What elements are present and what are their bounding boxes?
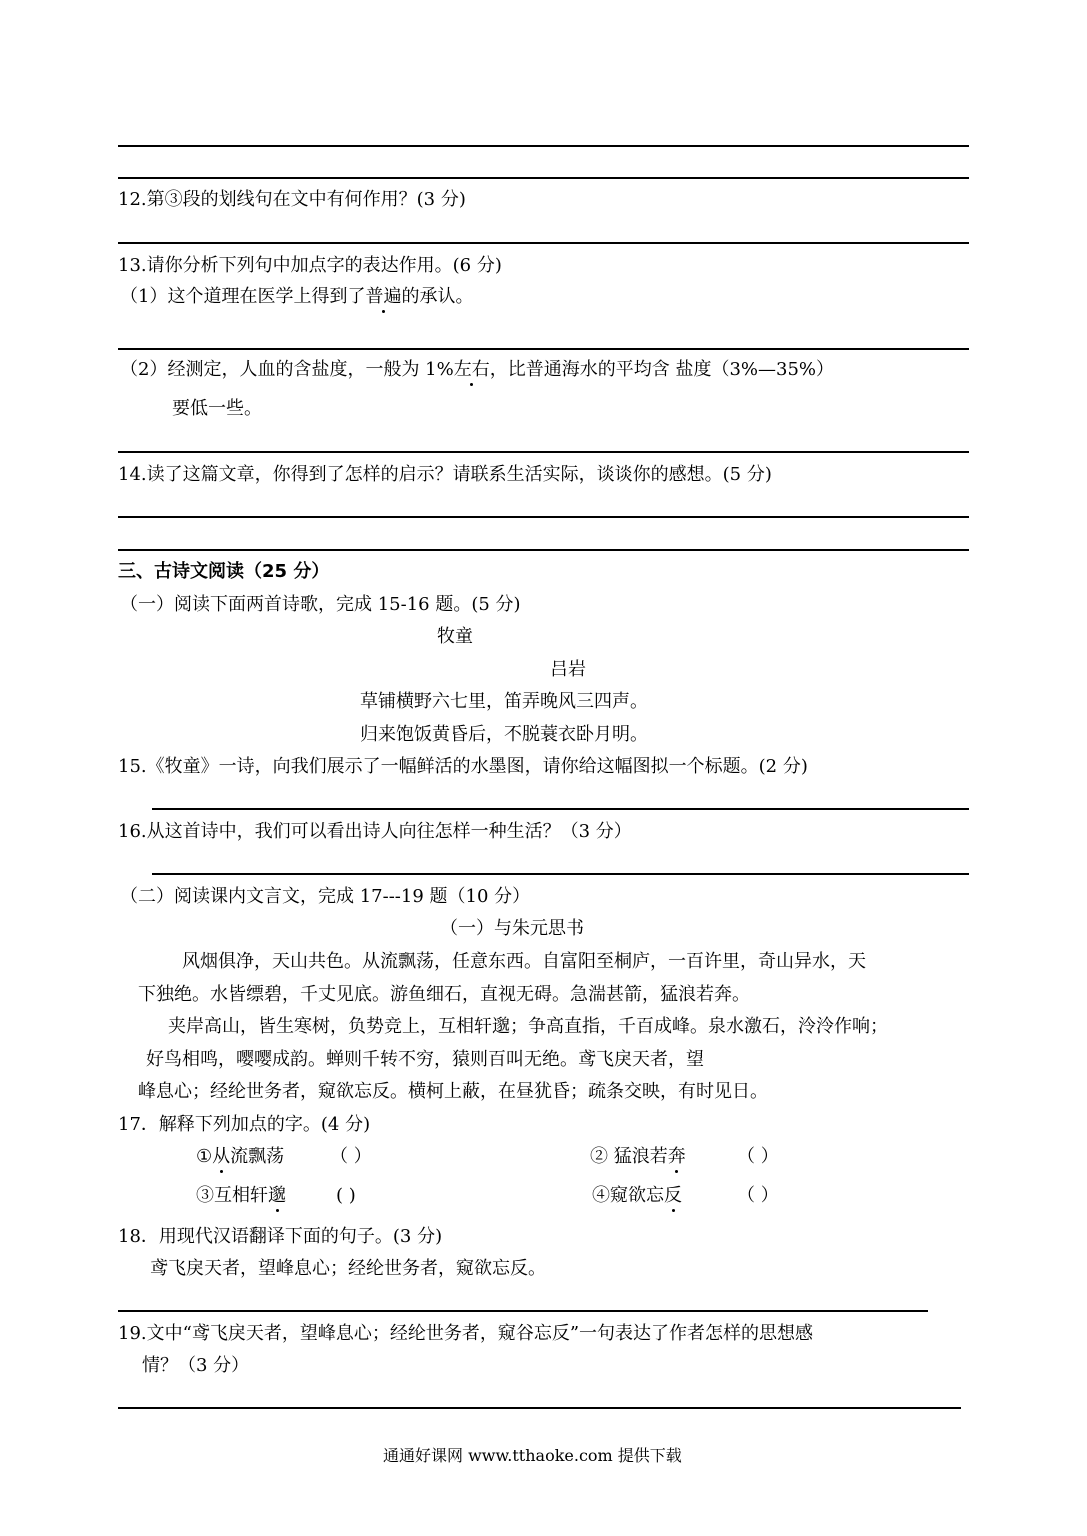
answer-line (118, 177, 969, 179)
poem-line-2: 归来饱饭黄昏后，不脱蓑衣卧月明。 (360, 724, 648, 745)
question-17-item-4: ④窥欲忘反 (592, 1185, 682, 1206)
answer-line (152, 808, 969, 810)
prose-line-5: 峰息心；经纶世务者，窥欲忘反。横柯上蔽，在昼犹昏；疏条交映，有时见日。 (138, 1081, 768, 1102)
question-17-item-1: ①从流飘荡 (196, 1146, 285, 1167)
poem-line-1: 草铺横野六七里，笛弄晚风三四声。 (360, 691, 648, 712)
answer-line (118, 348, 969, 350)
answer-line (152, 873, 969, 875)
question-17-item-3: ③互相轩邈 (196, 1185, 286, 1206)
question-14: 14.读了这篇文章，你得到了怎样的启示？请联系生活实际，谈谈你的感想。(5 分) (118, 464, 772, 485)
answer-blank: （ ） (737, 1185, 779, 1206)
question-13-sentence-2: （2）经测定，人血的含盐度，一般为 1%左右，比普通海水的平均含 盐度（3%—35%） (120, 359, 835, 380)
question-13-sentence-1: （1）这个道理在医学上得到了普遍的承认。 (120, 286, 474, 307)
part-1-instructions: （一）阅读下面两首诗歌，完成 15-16 题。(5 分) (120, 594, 521, 615)
question-13-sentence-2-cont: 要低一些。 (172, 398, 262, 419)
dotted-word: 奔 (667, 1146, 686, 1167)
answer-line (118, 549, 969, 551)
section-3-heading: 三、古诗文阅读（25 分） (118, 561, 330, 582)
dotted-word: 普遍 (365, 286, 402, 307)
dotted-word: 邈 (268, 1185, 286, 1206)
answer-line (118, 1310, 928, 1312)
part-2-instructions: （二）阅读课内文言文，完成 17---19 题（10 分） (120, 886, 531, 907)
question-19-line-2: 情？（3 分） (142, 1355, 250, 1376)
prose-line-2: 下独绝。水皆缥碧，千丈见底。游鱼细石，直视无碍。急湍甚箭，猛浪若奔。 (138, 984, 750, 1005)
question-13-title: 13.请你分析下列句中加点字的表达作用。(6 分) (118, 255, 502, 276)
answer-line (118, 145, 969, 147)
answer-line (118, 516, 969, 518)
question-17-item-2: ② 猛浪若奔 (590, 1146, 686, 1167)
question-17-title: 17．解释下列加点的字。(4 分) (118, 1114, 371, 1135)
question-19-line-1: 19.文中“鸢飞戾天者，望峰息心；经纶世务者，窥谷忘反”一句表达了作者怎样的思想感 (118, 1323, 814, 1344)
prose-line-1: 风烟俱净，天山共色。从流飘荡，任意东西。自富阳至桐庐，一百许里，奇山异水，天 (182, 951, 866, 972)
prose-title: （一）与朱元思书 (440, 918, 584, 939)
dotted-word: 从 (212, 1146, 231, 1167)
question-15: 15.《牧童》一诗，向我们展示了一幅鲜活的水墨图，请你给这幅图拟一个标题。(2 分) (118, 756, 808, 777)
dotted-word: 左右 (453, 359, 490, 380)
prose-line-4: 好鸟相鸣，嘤嘤成韵。蝉则千转不穷，猿则百叫无绝。鸢飞戾天者，望 (146, 1049, 704, 1070)
question-18-sentence: 鸢飞戾天者，望峰息心；经纶世务者，窥欲忘反。 (150, 1258, 546, 1279)
answer-line (118, 1407, 961, 1409)
prose-line-3: 夹岸高山，皆生寒树，负势竞上，互相轩邈；争高直指，千百成峰。泉水激石，泠泠作响； (168, 1016, 888, 1037)
answer-blank: ( ) (336, 1185, 356, 1206)
footer-watermark: 通通好课网 www.tthaoke.com 提供下载 (383, 1446, 682, 1465)
answer-blank: （ ） (737, 1146, 779, 1167)
question-18-title: 18．用现代汉语翻译下面的句子。(3 分) (118, 1226, 443, 1247)
answer-blank: （ ） (330, 1146, 372, 1167)
answer-line (118, 242, 969, 244)
question-12: 12.第③段的划线句在文中有何作用？(3 分) (118, 189, 466, 210)
question-16: 16.从这首诗中，我们可以看出诗人向往怎样一种生活？（3 分） (118, 821, 632, 842)
dotted-word: 反 (664, 1185, 682, 1206)
poem-title: 牧童 (437, 626, 473, 647)
poem-author: 吕岩 (550, 659, 586, 680)
answer-line (118, 451, 969, 453)
